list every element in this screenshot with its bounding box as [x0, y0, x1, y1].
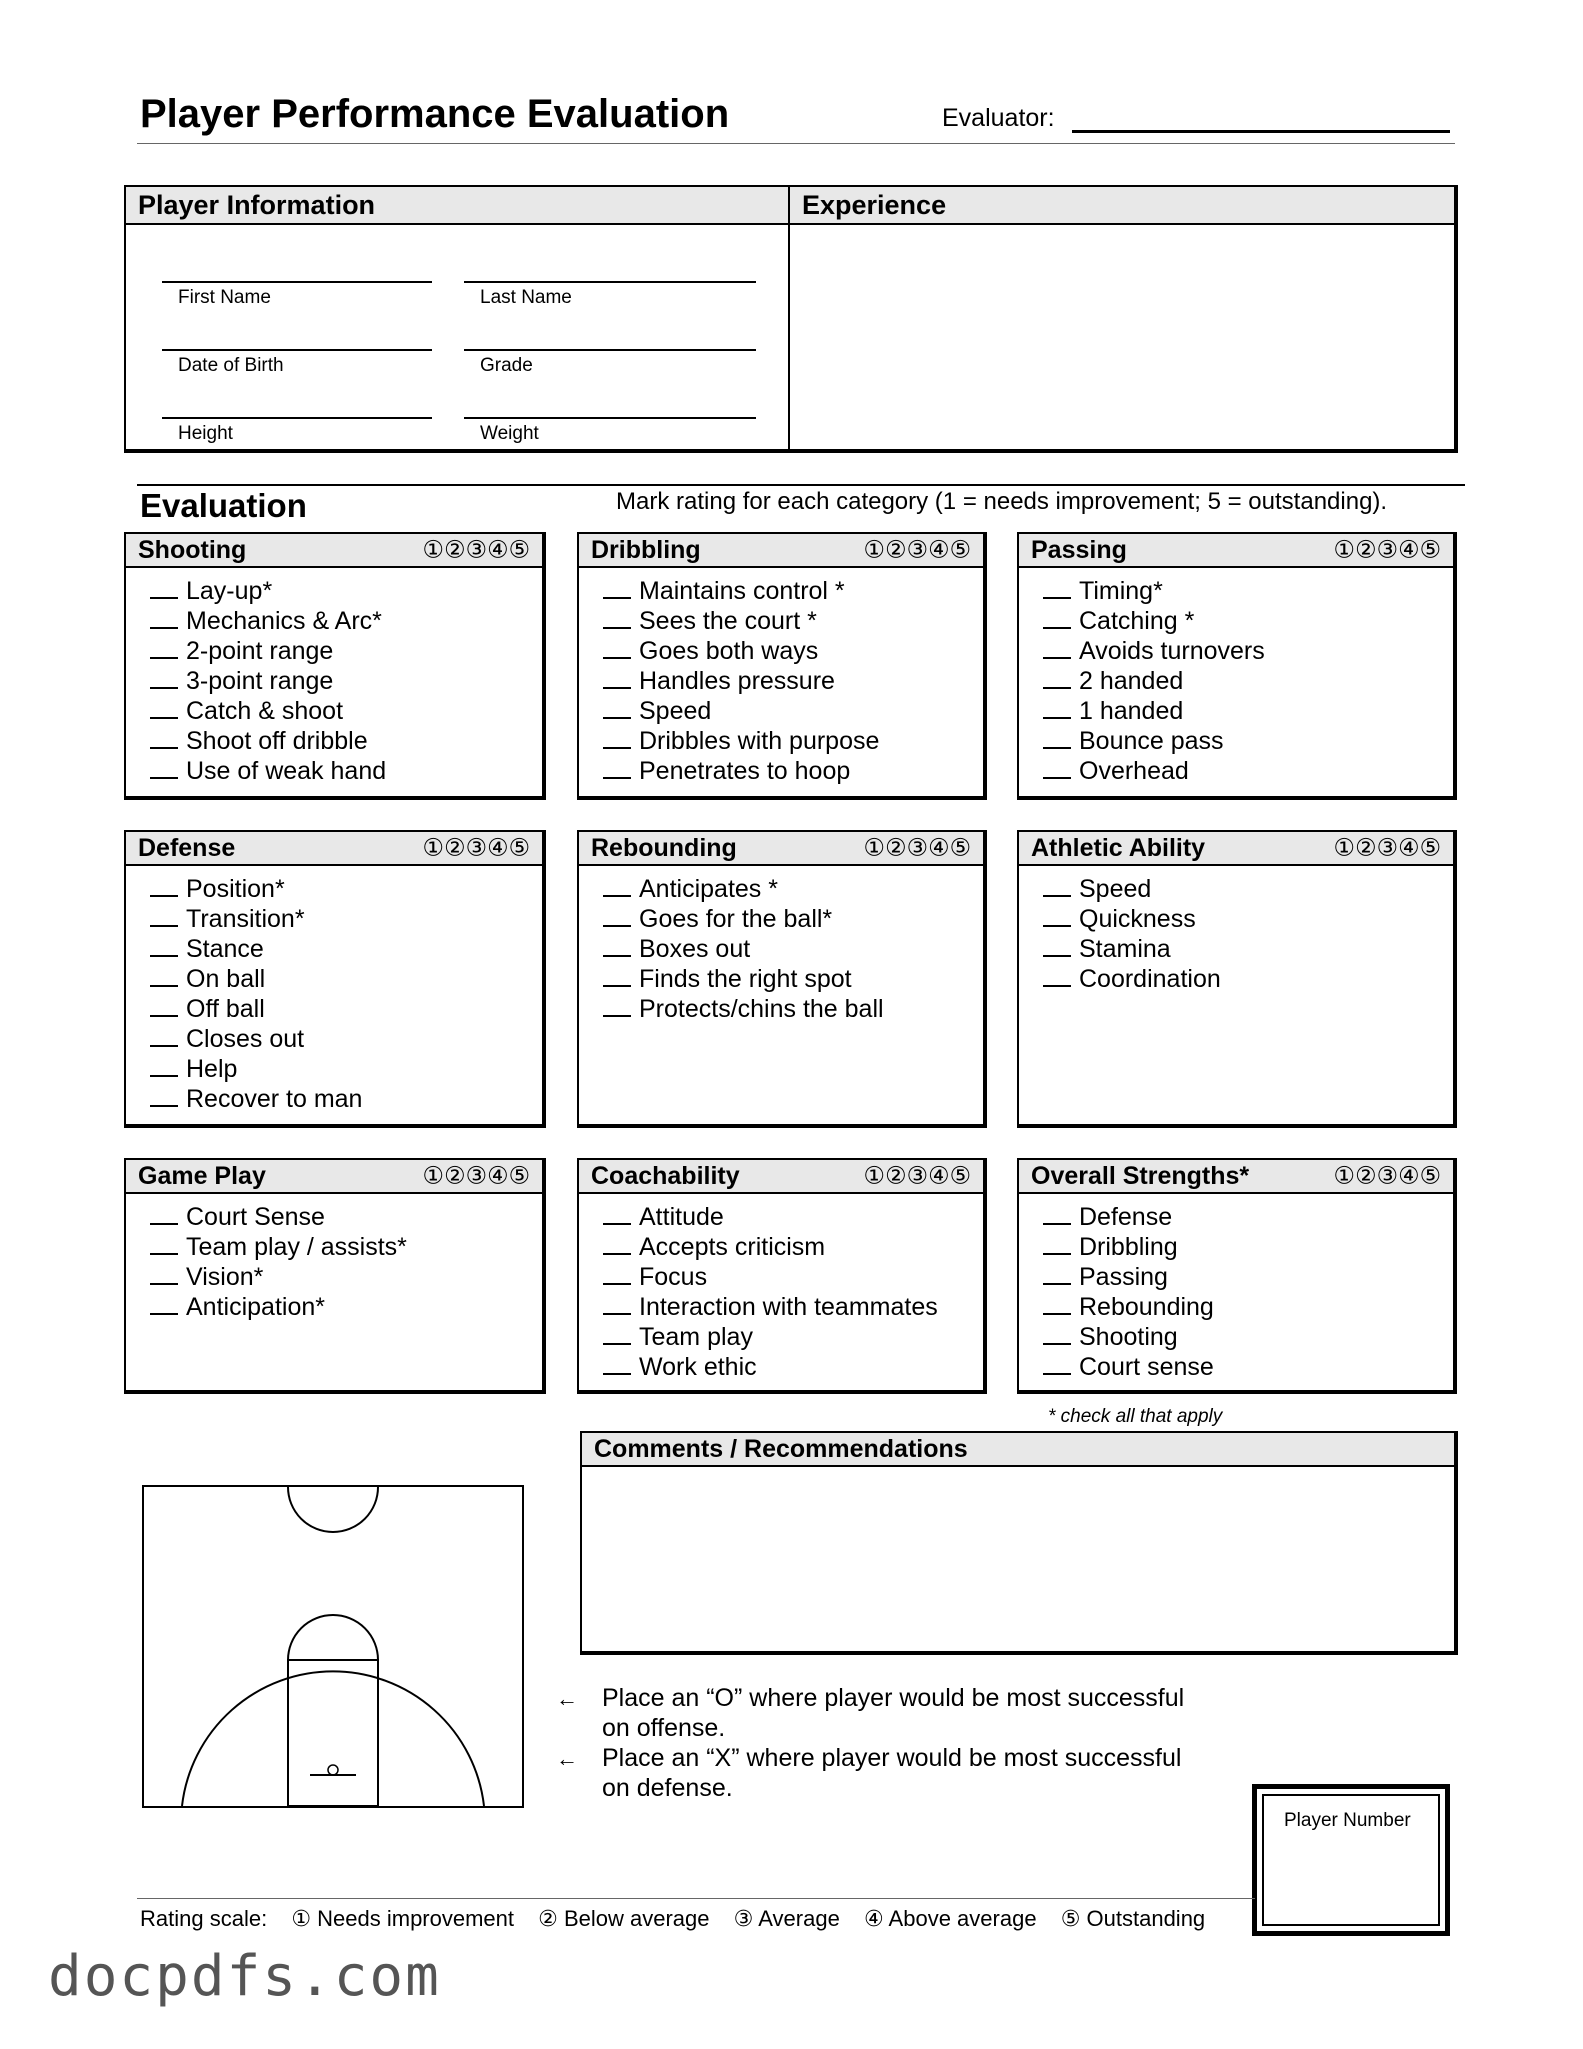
rating-blank[interactable] — [150, 1045, 178, 1047]
list-item — [1043, 964, 1453, 994]
evaluator-label: Evaluator: — [942, 104, 1055, 132]
rating-circles[interactable]: ①②③④⑤ — [863, 1162, 971, 1190]
item-label: Goes both ways — [639, 637, 819, 665]
category-heading — [126, 534, 542, 568]
item-label: Use of weak hand — [186, 757, 387, 785]
grade-label: Grade — [480, 355, 533, 376]
item-label: Bounce pass — [1079, 727, 1224, 755]
category-items — [1019, 866, 1453, 994]
rating-blank[interactable] — [150, 1223, 178, 1225]
list-item — [603, 576, 983, 606]
rating-blank[interactable] — [603, 1313, 631, 1315]
category-rebounding — [577, 830, 987, 1128]
list-item — [150, 1054, 542, 1084]
item-label: Recover to man — [186, 1085, 363, 1113]
center-circle — [288, 1487, 378, 1532]
category-dribbling — [577, 532, 987, 800]
item-label: On ball — [186, 965, 266, 993]
rating-blank[interactable] — [603, 687, 631, 689]
rating-blank[interactable] — [603, 925, 631, 927]
list-item — [603, 636, 983, 666]
last-name-field[interactable] — [464, 281, 756, 308]
rating-circles[interactable]: ①②③④⑤ — [1333, 536, 1441, 564]
rating-blank[interactable] — [150, 657, 178, 659]
rating-blank[interactable] — [1043, 627, 1071, 629]
defense-instruction — [602, 1743, 1181, 1803]
rating-blank[interactable] — [603, 1373, 631, 1375]
rating-blank[interactable] — [603, 1015, 631, 1017]
category-defense — [124, 830, 546, 1128]
list-item — [150, 1262, 542, 1292]
rating-blank[interactable] — [150, 1105, 178, 1107]
list-item — [603, 904, 983, 934]
grade-field[interactable] — [464, 349, 756, 376]
item-label: 1 handed — [1079, 697, 1184, 725]
category-coachability — [577, 1158, 987, 1394]
header-divider — [137, 143, 1455, 144]
rating-scale-4: ④ Above average — [863, 1906, 1037, 1931]
category-heading — [126, 1160, 542, 1194]
player-info-heading — [126, 187, 788, 225]
evaluation-heading: Evaluation — [140, 487, 307, 524]
rating-blank[interactable] — [1043, 985, 1071, 987]
item-label: 2-point range — [186, 637, 334, 665]
item-label: Shooting — [1079, 1323, 1178, 1351]
rating-scale-1: ① Needs improvement — [291, 1906, 515, 1931]
experience-panel[interactable] — [788, 185, 1458, 453]
list-item — [1043, 726, 1453, 756]
list-item — [603, 666, 983, 696]
list-item — [603, 874, 983, 904]
category-items — [126, 568, 542, 786]
list-item — [150, 636, 542, 666]
item-label: Dribbling — [1079, 1233, 1178, 1261]
rating-blank[interactable] — [150, 1075, 178, 1077]
category-heading — [1019, 832, 1453, 866]
item-label: Handles pressure — [639, 667, 835, 695]
rating-circles[interactable]: ①②③④⑤ — [422, 1162, 530, 1190]
category-items — [126, 866, 542, 1114]
category-heading — [579, 1160, 983, 1194]
category-heading — [579, 534, 983, 568]
category-heading — [1019, 1160, 1453, 1194]
rating-blank[interactable] — [150, 925, 178, 927]
rating-blank[interactable] — [603, 955, 631, 957]
rating-blank[interactable] — [603, 985, 631, 987]
evaluator-field[interactable] — [1072, 130, 1450, 133]
list-item — [1043, 696, 1453, 726]
category-items — [1019, 1194, 1453, 1382]
list-item — [1043, 1202, 1453, 1232]
list-item — [603, 1292, 983, 1322]
item-label: Stance — [186, 935, 264, 963]
category-title: Dribbling — [591, 535, 701, 564]
rating-blank[interactable] — [150, 747, 178, 749]
rating-scale-3: ③ Average — [733, 1906, 840, 1931]
category-title: Athletic Ability — [1031, 833, 1206, 862]
category-items — [579, 568, 983, 786]
list-item — [603, 756, 983, 786]
item-label: Defense — [1079, 1203, 1173, 1231]
rating-blank[interactable] — [150, 597, 178, 599]
comments-heading-text: Comments / Recommendations — [594, 1434, 968, 1463]
category-game-play — [124, 1158, 546, 1394]
item-label: Finds the right spot — [639, 965, 852, 993]
page-title: Player Performance Evaluation — [140, 92, 730, 136]
rating-circles[interactable]: ①②③④⑤ — [863, 536, 971, 564]
rating-scale-label: Rating scale: — [140, 1906, 268, 1931]
defense-instruction-line1: Place an “X” where player would be most successful — [602, 1744, 1182, 1772]
category-items — [579, 1194, 983, 1382]
dob-field[interactable] — [162, 349, 432, 376]
rating-scale-5: ⑤ Outstanding — [1060, 1906, 1206, 1931]
item-label: Court Sense — [186, 1203, 325, 1231]
list-item — [150, 1202, 542, 1232]
list-item — [1043, 1262, 1453, 1292]
rating-blank[interactable] — [1043, 955, 1071, 957]
list-item — [603, 934, 983, 964]
player-number-label: Player Number — [1284, 1810, 1411, 1831]
rating-blank[interactable] — [603, 777, 631, 779]
offense-arrow-icon: ← — [556, 1686, 578, 1711]
list-item — [1043, 666, 1453, 696]
last-name-label: Last Name — [480, 287, 572, 308]
rating-blank[interactable] — [603, 1343, 631, 1345]
item-label: Focus — [639, 1263, 708, 1291]
item-label: Protects/chins the ball — [639, 995, 884, 1023]
item-label: Coordination — [1079, 965, 1221, 993]
footer-divider — [137, 1898, 1255, 1899]
rating-blank[interactable] — [603, 1223, 631, 1225]
list-item — [1043, 874, 1453, 904]
category-heading — [126, 832, 542, 866]
item-label: Catch & shoot — [186, 697, 344, 725]
rating-blank[interactable] — [150, 1313, 178, 1315]
list-item — [603, 994, 983, 1024]
rating-blank[interactable] — [603, 717, 631, 719]
list-item — [1043, 934, 1453, 964]
rating-blank[interactable] — [1043, 895, 1071, 897]
item-label: Position* — [186, 875, 285, 903]
defense-arrow-icon: ← — [556, 1746, 578, 1771]
rating-blank[interactable] — [603, 1283, 631, 1285]
item-label: Speed — [1079, 875, 1152, 903]
rating-blank[interactable] — [603, 895, 631, 897]
rating-blank[interactable] — [1043, 597, 1071, 599]
rating-blank[interactable] — [150, 1253, 178, 1255]
player-number-box[interactable] — [1252, 1784, 1450, 1936]
list-item — [1043, 1292, 1453, 1322]
rating-blank[interactable] — [1043, 777, 1071, 779]
item-label: Boxes out — [639, 935, 751, 963]
list-item — [603, 1232, 983, 1262]
offense-instruction-line2: on offense. — [602, 1714, 726, 1742]
free-throw-circle — [288, 1615, 378, 1660]
offense-instruction-line1: Place an “O” where player would be most successful — [602, 1684, 1185, 1712]
list-item — [603, 1322, 983, 1352]
list-item — [150, 934, 542, 964]
item-label: Transition* — [186, 905, 305, 933]
rating-blank[interactable] — [1043, 1253, 1071, 1255]
list-item — [150, 666, 542, 696]
category-athletic-ability — [1017, 830, 1457, 1128]
first-name-field[interactable] — [162, 281, 432, 308]
category-items — [126, 1194, 542, 1322]
rating-blank[interactable] — [150, 627, 178, 629]
player-number-field[interactable] — [1262, 1794, 1440, 1926]
item-label: Vision* — [186, 1263, 264, 1291]
rating-circles[interactable]: ①②③④⑤ — [422, 834, 530, 862]
list-item — [150, 696, 542, 726]
list-item — [603, 964, 983, 994]
category-title: Coachability — [591, 1161, 740, 1190]
rating-blank[interactable] — [1043, 1223, 1071, 1225]
category-title: Rebounding — [591, 833, 737, 862]
item-label: Attitude — [639, 1203, 724, 1231]
rating-blank[interactable] — [1043, 717, 1071, 719]
rating-blank[interactable] — [603, 597, 631, 599]
category-heading — [1019, 534, 1453, 568]
category-shooting — [124, 532, 546, 800]
rating-blank[interactable] — [150, 687, 178, 689]
item-label: Avoids turnovers — [1079, 637, 1265, 665]
rating-circles[interactable]: ①②③④⑤ — [1333, 834, 1441, 862]
evaluation-instruction: Mark rating for each category (1 = needs improvement; 5 = outstanding). — [616, 488, 1388, 515]
item-label: Off ball — [186, 995, 265, 1023]
item-label: Passing — [1079, 1263, 1168, 1291]
list-item — [150, 874, 542, 904]
item-label: Shoot off dribble — [186, 727, 368, 755]
item-label: Help — [186, 1055, 238, 1083]
item-label: Speed — [639, 697, 712, 725]
list-item — [150, 1084, 542, 1114]
rating-blank[interactable] — [150, 717, 178, 719]
list-item — [603, 606, 983, 636]
list-item — [150, 576, 542, 606]
rating-blank[interactable] — [150, 955, 178, 957]
rating-scale — [140, 1906, 1223, 1932]
list-item — [150, 1292, 542, 1322]
player-info-heading-text: Player Information — [138, 189, 376, 220]
item-label: Lay-up* — [186, 577, 273, 605]
rating-blank[interactable] — [150, 1283, 178, 1285]
rating-blank[interactable] — [1043, 1283, 1071, 1285]
list-item — [1043, 576, 1453, 606]
item-label: Overhead — [1079, 757, 1189, 785]
rating-circles[interactable]: ①②③④⑤ — [863, 834, 971, 862]
defense-instruction-line2: on defense. — [602, 1774, 733, 1802]
item-label: Anticipates * — [639, 875, 778, 903]
half-court-diagram[interactable] — [142, 1485, 524, 1808]
rating-blank[interactable] — [150, 1015, 178, 1017]
item-label: Stamina — [1079, 935, 1171, 963]
watermark-logo: docpdfs.com — [48, 1944, 441, 2009]
rating-blank[interactable] — [603, 1253, 631, 1255]
item-label: Dribbles with purpose — [639, 727, 880, 755]
dob-label: Date of Birth — [178, 355, 284, 376]
category-title: Defense — [138, 833, 236, 862]
experience-heading-text: Experience — [802, 189, 947, 220]
first-name-label: First Name — [178, 287, 271, 308]
weight-field[interactable] — [464, 417, 756, 444]
item-label: Interaction with teammates — [639, 1293, 938, 1321]
category-items — [1019, 568, 1453, 786]
list-item — [1043, 1322, 1453, 1352]
category-items — [579, 866, 983, 1024]
list-item — [150, 994, 542, 1024]
item-label: Accepts criticism — [639, 1233, 826, 1261]
rating-blank[interactable] — [1043, 1373, 1071, 1375]
rating-blank[interactable] — [1043, 657, 1071, 659]
list-item — [1043, 756, 1453, 786]
item-label: Work ethic — [639, 1353, 757, 1381]
check-all-note: * check all that apply — [1048, 1406, 1223, 1427]
item-label: Mechanics & Arc* — [186, 607, 382, 635]
list-item — [603, 696, 983, 726]
item-label: Goes for the ball* — [639, 905, 833, 933]
height-field[interactable] — [162, 417, 432, 444]
category-title: Shooting — [138, 535, 247, 564]
list-item — [150, 606, 542, 636]
category-passing — [1017, 532, 1457, 800]
rating-blank[interactable] — [150, 985, 178, 987]
item-label: Anticipation* — [186, 1293, 325, 1321]
paint-lane — [288, 1660, 378, 1806]
rating-blank[interactable] — [1043, 747, 1071, 749]
category-overall-strengths — [1017, 1158, 1457, 1394]
list-item — [150, 756, 542, 786]
rating-blank[interactable] — [1043, 1313, 1071, 1315]
list-item — [603, 1202, 983, 1232]
rating-circles[interactable]: ①②③④⑤ — [1333, 1162, 1441, 1190]
court-lines — [144, 1487, 522, 1806]
list-item — [1043, 606, 1453, 636]
item-label: Penetrates to hoop — [639, 757, 851, 785]
rating-blank[interactable] — [603, 747, 631, 749]
list-item — [1043, 1352, 1453, 1382]
rating-circles[interactable]: ①②③④⑤ — [422, 536, 530, 564]
item-label: Court sense — [1079, 1353, 1214, 1381]
category-title: Game Play — [138, 1161, 266, 1190]
category-heading — [579, 832, 983, 866]
comments-heading — [582, 1433, 1454, 1467]
player-info-panel — [124, 185, 790, 453]
list-item — [150, 964, 542, 994]
list-item — [150, 726, 542, 756]
category-title: Passing — [1031, 535, 1127, 564]
item-label: Timing* — [1079, 577, 1163, 605]
rating-blank[interactable] — [603, 627, 631, 629]
item-label: Quickness — [1079, 905, 1196, 933]
item-label: Closes out — [186, 1025, 305, 1053]
weight-label: Weight — [480, 423, 539, 444]
list-item — [603, 726, 983, 756]
item-label: Maintains control * — [639, 577, 845, 605]
item-label: Team play / assists* — [186, 1233, 407, 1261]
list-item — [150, 904, 542, 934]
rating-blank[interactable] — [150, 777, 178, 779]
item-label: Catching * — [1079, 607, 1195, 635]
item-label: 2 handed — [1079, 667, 1184, 695]
hoop — [328, 1765, 338, 1775]
list-item — [1043, 636, 1453, 666]
item-label: 3-point range — [186, 667, 334, 695]
rating-blank[interactable] — [603, 657, 631, 659]
evaluation-divider — [137, 484, 1465, 486]
comments-panel[interactable] — [580, 1431, 1458, 1655]
item-label: Rebounding — [1079, 1293, 1214, 1321]
item-label: Sees the court * — [639, 607, 817, 635]
list-item — [1043, 904, 1453, 934]
list-item — [1043, 1232, 1453, 1262]
rating-blank[interactable] — [1043, 687, 1071, 689]
list-item — [603, 1262, 983, 1292]
category-title: Overall Strengths* — [1031, 1161, 1250, 1190]
rating-blank[interactable] — [150, 895, 178, 897]
experience-heading — [790, 187, 1454, 225]
list-item — [150, 1232, 542, 1262]
three-point-arc — [182, 1671, 484, 1806]
rating-blank[interactable] — [1043, 1343, 1071, 1345]
rating-blank[interactable] — [1043, 925, 1071, 927]
list-item — [603, 1352, 983, 1382]
height-label: Height — [178, 423, 233, 444]
offense-instruction — [602, 1683, 1184, 1743]
list-item — [150, 1024, 542, 1054]
rating-scale-2: ② Below average — [538, 1906, 710, 1931]
item-label: Team play — [639, 1323, 753, 1351]
